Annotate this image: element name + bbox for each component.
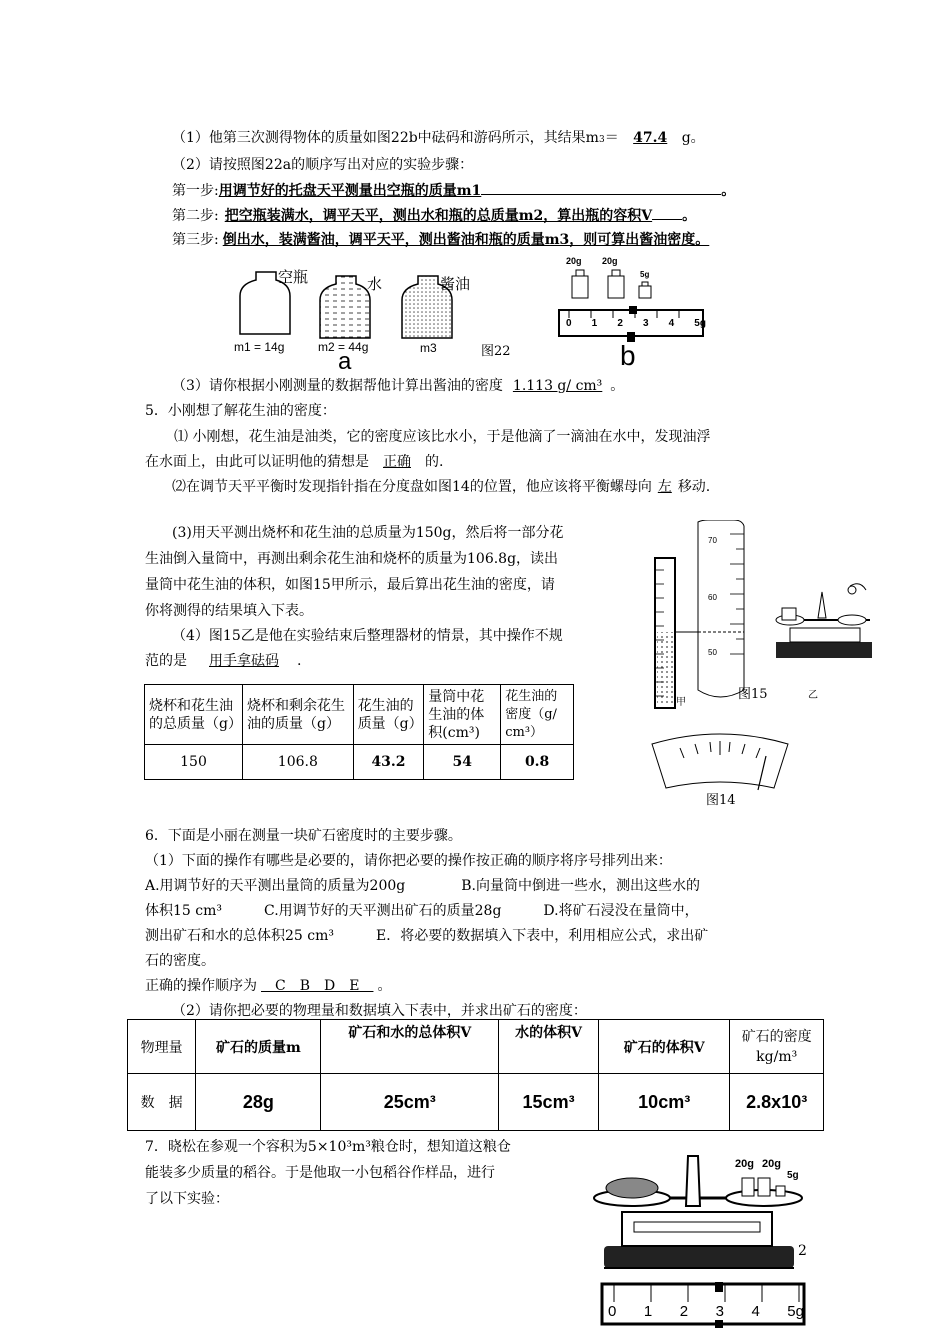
q6-part1: （1）下面的操作有哪些是必要的，请你把必要的操作按正确的顺序将序号排列出来：: [145, 853, 672, 869]
fig14-label: 图14: [706, 793, 736, 808]
weight-2: 20g: [602, 256, 618, 266]
q5-part1-line2: 在水面上，由此可以证明他的猜想是 正确 的.: [145, 454, 444, 470]
q4-step1: 第一步:用调节好的托盘天平测量出空瓶的质量m1 。: [172, 180, 797, 201]
q5-part3-l4: 你将测得的结果填入下表。: [145, 603, 313, 619]
weight-1: 20g: [566, 256, 582, 266]
figure-14-scale: [650, 730, 790, 792]
q4-step2: 第二步: 把空瓶装满水，调平天平，测出水和瓶的总质量m2，算出瓶的容积V 。: [172, 205, 696, 226]
q5-title: 5．小刚想了解花生油的密度：: [145, 403, 336, 419]
q7-weight-2: 20g: [762, 1158, 781, 1170]
q5-part4-l2: 范的是 用手拿砝码 .: [145, 653, 302, 669]
q4-part1: （1）他第三次测得物体的质量如图22b中砝码和游码所示，其结果m3＝ 47.4 g。: [172, 130, 705, 146]
label-empty: 空瓶: [278, 268, 309, 286]
label-water: 水: [367, 275, 383, 293]
label-m2: m2 = 44g: [318, 340, 369, 354]
fig15-jia-label: 甲: [676, 697, 686, 708]
q4-answer-mass: 47.4: [633, 130, 668, 146]
q6-line3: 测出矿石和水的总体积25 cm³ E．将必要的数据填入下表中，利用相应公式，求出矿: [145, 928, 709, 944]
q4-part3: （3）请你根据小刚测量的数据帮他计算出酱油的密度 1.113 g/ cm³ 。: [172, 378, 625, 394]
label-a: a: [338, 348, 352, 375]
q5-part3-l2: 生油倒入量筒中，再测出剩余花生油和烧杯的质量为106.8g，读出: [145, 551, 559, 567]
q5-table: 烧杯和花生油的总质量（g） 烧杯和剩余花生油的质量（g） 花生油的质量（g） 量筒中花生油的体积(cm³) 花生油的密度（g/ cm³） 150 106.8 43.2 54 0.8: [144, 684, 574, 780]
q7-weight-1: 20g: [735, 1158, 754, 1170]
weight-3: 5g: [640, 270, 650, 279]
q6-line4: 石的密度。: [145, 953, 215, 969]
q4-part2: （2）请按照图22a的顺序写出对应的实验步骤：: [172, 157, 474, 173]
ruler-labels: 0 1 2 3 4 5g: [566, 318, 706, 329]
q5-part3-l1: (3)用天平测出烧杯和花生油的总质量为150g，然后将一部分花: [172, 525, 564, 541]
page-number: 2: [798, 1243, 807, 1259]
q7-line1: 7．晓松在参观一个容积为5×10³m³粮仓时，想知道这粮仓: [145, 1139, 511, 1155]
q6-title: 6．下面是小丽在测量一块矿石密度时的主要步骤。: [145, 828, 462, 844]
q7-ruler-labels: 0 1 2 3 4 5g: [608, 1303, 804, 1320]
q5-part1-line1: ⑴ 小刚想，花生油是油类，它的密度应该比水小，于是他滴了一滴油在水中，发现油浮: [174, 429, 711, 445]
q6-table: 物理量 矿石的质量m 矿石和水的总体积V 水的体积V 矿石的体积V 矿石的密度kg/m³ 数 据 28g 25cm³ 15cm³ 10cm³ 2.8x10³: [127, 1019, 824, 1131]
q5-part3-l3: 量筒中花生油的体积，如图15甲所示，最后算出花生油的密度，请: [145, 577, 555, 593]
q7-line2: 能装多少质量的稻谷。于是他取一小包稻谷作样品，进行: [145, 1165, 495, 1181]
q6-order: 正确的操作顺序为 C B D E 。: [145, 978, 392, 994]
q5-part4-l1: （4）图15乙是他在实验结束后整理器材的情景，其中操作不规: [172, 628, 563, 644]
q6-line2: 体积15 cm³ C.用调节好的天平测出矿石的质量28g D.将矿石浸没在量筒中，: [145, 903, 699, 919]
label-m3: m3: [420, 341, 437, 355]
q6-part2: （2）请你把必要的物理量和数据填入下表中，并求出矿石的密度：: [172, 1003, 587, 1019]
fig15-label: 图15: [738, 687, 768, 702]
q6-line1: A.用调节好的天平测出量筒的质量为200g B.向量筒中倒进一些水，测出这些水的: [145, 878, 700, 894]
bottle-water-icon: [320, 276, 370, 338]
label-fig22: 图22: [481, 344, 511, 359]
figure-15-yi-balance: [770, 580, 890, 680]
fig15-yi-label: 乙: [808, 690, 818, 701]
label-b: b: [620, 340, 636, 371]
label-m1: m1 = 14g: [234, 340, 285, 354]
q5-part2: ⑵在调节天平平衡时发现指针指在分度盘如图14的位置，他应该将平衡螺母向 左 移动.: [172, 479, 711, 495]
q7-line3: 了以下实验：: [145, 1191, 229, 1207]
label-oil: 酱油: [440, 275, 471, 293]
q4-step3: 第三步: 倒出水，装满酱油，调平天平，测出酱油和瓶的质量m3，则可算出酱油密度。: [172, 232, 710, 248]
q7-weight-3: 5g: [787, 1170, 799, 1181]
